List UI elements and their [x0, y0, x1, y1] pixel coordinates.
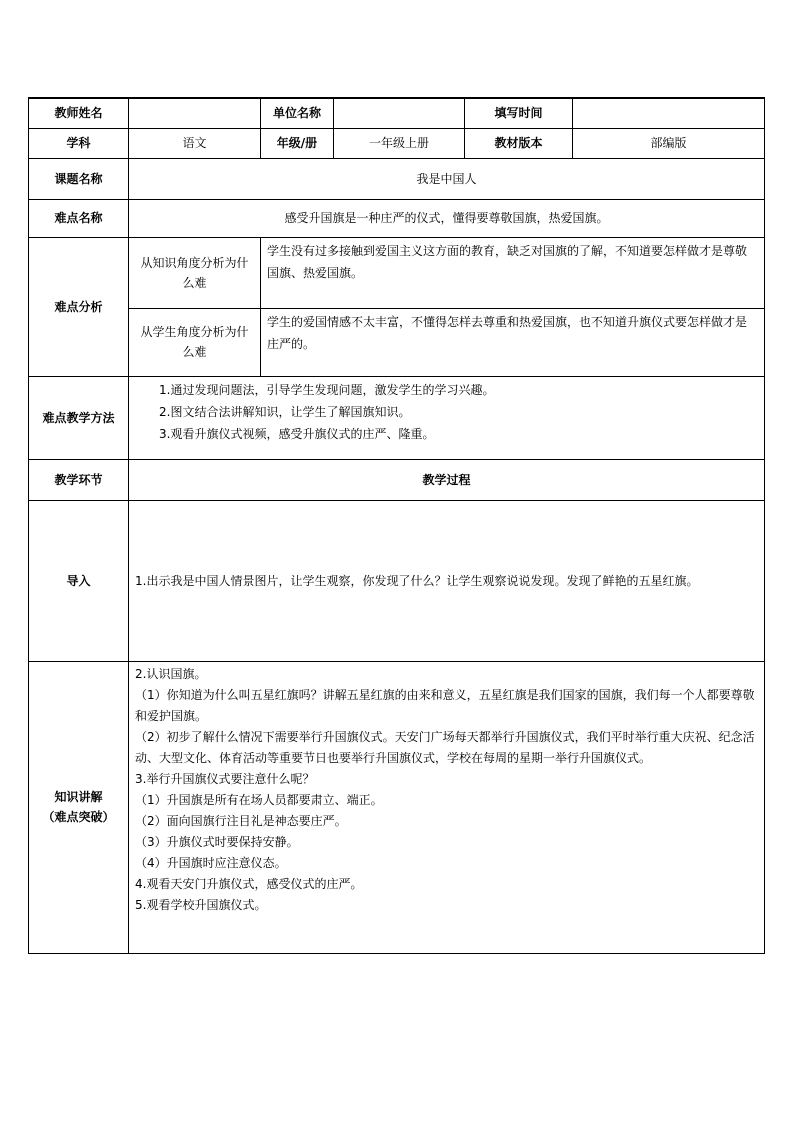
grade-value: 一年级上册 [334, 128, 465, 158]
knowledge-angle-label: 从知识角度分析为什么难 [129, 237, 261, 308]
knowledge-line: 2.认识国旗。 [135, 666, 207, 681]
intro-text: 1.出示我是中国人情景图片，让学生观察，你发现了什么？让学生观察说说发现。发现了鲜艳的五星红旗。 [129, 500, 765, 661]
knowledge-line: （1）你知道为什么叫五星红旗吗？讲解五星红旗的由来和意义，五星红旗是我们国家的国旗，我们每一个人都要尊敬和爱护国旗。 [135, 687, 755, 723]
method-item: 3.观看升旗仪式视频，感受升旗仪式的庄严、隆重。 [159, 426, 435, 441]
fill-time-label: 填写时间 [465, 98, 573, 128]
knowledge-line: （1）升国旗是所有在场人员都要肃立、端正。 [135, 792, 383, 807]
teaching-method-list [129, 376, 765, 459]
knowledge-row [29, 661, 765, 953]
lesson-row [29, 158, 765, 199]
difficulty-name-value: 感受升国旗是一种庄严的仪式，懂得要尊敬国旗，热爱国旗。 [129, 199, 765, 237]
knowledge-line: （3）升旗仪式时要保持安静。 [135, 834, 299, 849]
student-angle-text: 学生的爱国情感不太丰富，不懂得怎样去尊重和热爱国旗，也不知道升旗仪式要怎样做才是庄严的。 [261, 308, 765, 376]
subject-value: 语文 [129, 128, 261, 158]
difficulty-name-label: 难点名称 [29, 199, 129, 237]
knowledge-line: （4）升国旗时应注意仪态。 [135, 855, 287, 870]
knowledge-content [129, 661, 765, 953]
intro-label: 导入 [29, 500, 129, 661]
teaching-stage-header: 教学环节 [29, 459, 129, 500]
analysis-row-knowledge [29, 237, 765, 308]
method-item: 1.通过发现问题法，引导学生发现问题，激发学生的学习兴趣。 [159, 382, 495, 397]
knowledge-label-sub: （难点突破） [42, 810, 115, 824]
difficulty-row [29, 199, 765, 237]
info-row-2 [29, 128, 765, 158]
process-header-row [29, 459, 765, 500]
student-angle-label: 从学生角度分析为什么难 [129, 308, 261, 376]
unit-name-label: 单位名称 [261, 98, 334, 128]
method-row [29, 376, 765, 459]
subject-label: 学科 [29, 128, 129, 158]
edition-label: 教材版本 [465, 128, 573, 158]
intro-row [29, 500, 765, 661]
difficulty-analysis-label: 难点分析 [29, 237, 129, 376]
knowledge-line: （2）初步了解什么情况下需要举行升国旗仪式。天安门广场每天都举行升国旗仪式，我们平时举行重大庆祝、纪念活动、大型文化、体育活动等重要节日也要举行升国旗仪式，学校在每周的星期一举行升国旗仪式。 [135, 729, 755, 765]
teaching-method-label: 难点教学方法 [29, 376, 129, 459]
knowledge-angle-text: 学生没有过多接触到爱国主义这方面的教育，缺乏对国旗的了解，不知道要怎样做才是尊敬国旗、热爱国旗。 [261, 237, 765, 308]
lesson-name-label: 课题名称 [29, 158, 129, 199]
edition-value: 部编版 [573, 128, 765, 158]
fill-time-value [573, 98, 765, 128]
info-row-1 [29, 98, 765, 128]
knowledge-label: 知识讲解 [54, 790, 103, 804]
knowledge-label-cell [29, 661, 129, 953]
knowledge-line: 3.举行升国旗仪式要注意什么呢？ [135, 771, 315, 786]
lesson-plan-table [28, 97, 765, 954]
knowledge-line: 4.观看天安门升旗仪式，感受仪式的庄严。 [135, 876, 363, 891]
teaching-process-header: 教学过程 [129, 459, 765, 500]
method-item: 2.图文结合法讲解知识，让学生了解国旗知识。 [159, 404, 411, 419]
knowledge-line: （2）面向国旗行注目礼是神态要庄严。 [135, 813, 347, 828]
teacher-name-label: 教师姓名 [29, 98, 129, 128]
unit-name-value [334, 98, 465, 128]
lesson-name-value: 我是中国人 [129, 158, 765, 199]
grade-label: 年级/册 [261, 128, 334, 158]
knowledge-line: 5.观看学校升国旗仪式。 [135, 897, 267, 912]
teacher-name-value [129, 98, 261, 128]
analysis-row-student [29, 308, 765, 376]
